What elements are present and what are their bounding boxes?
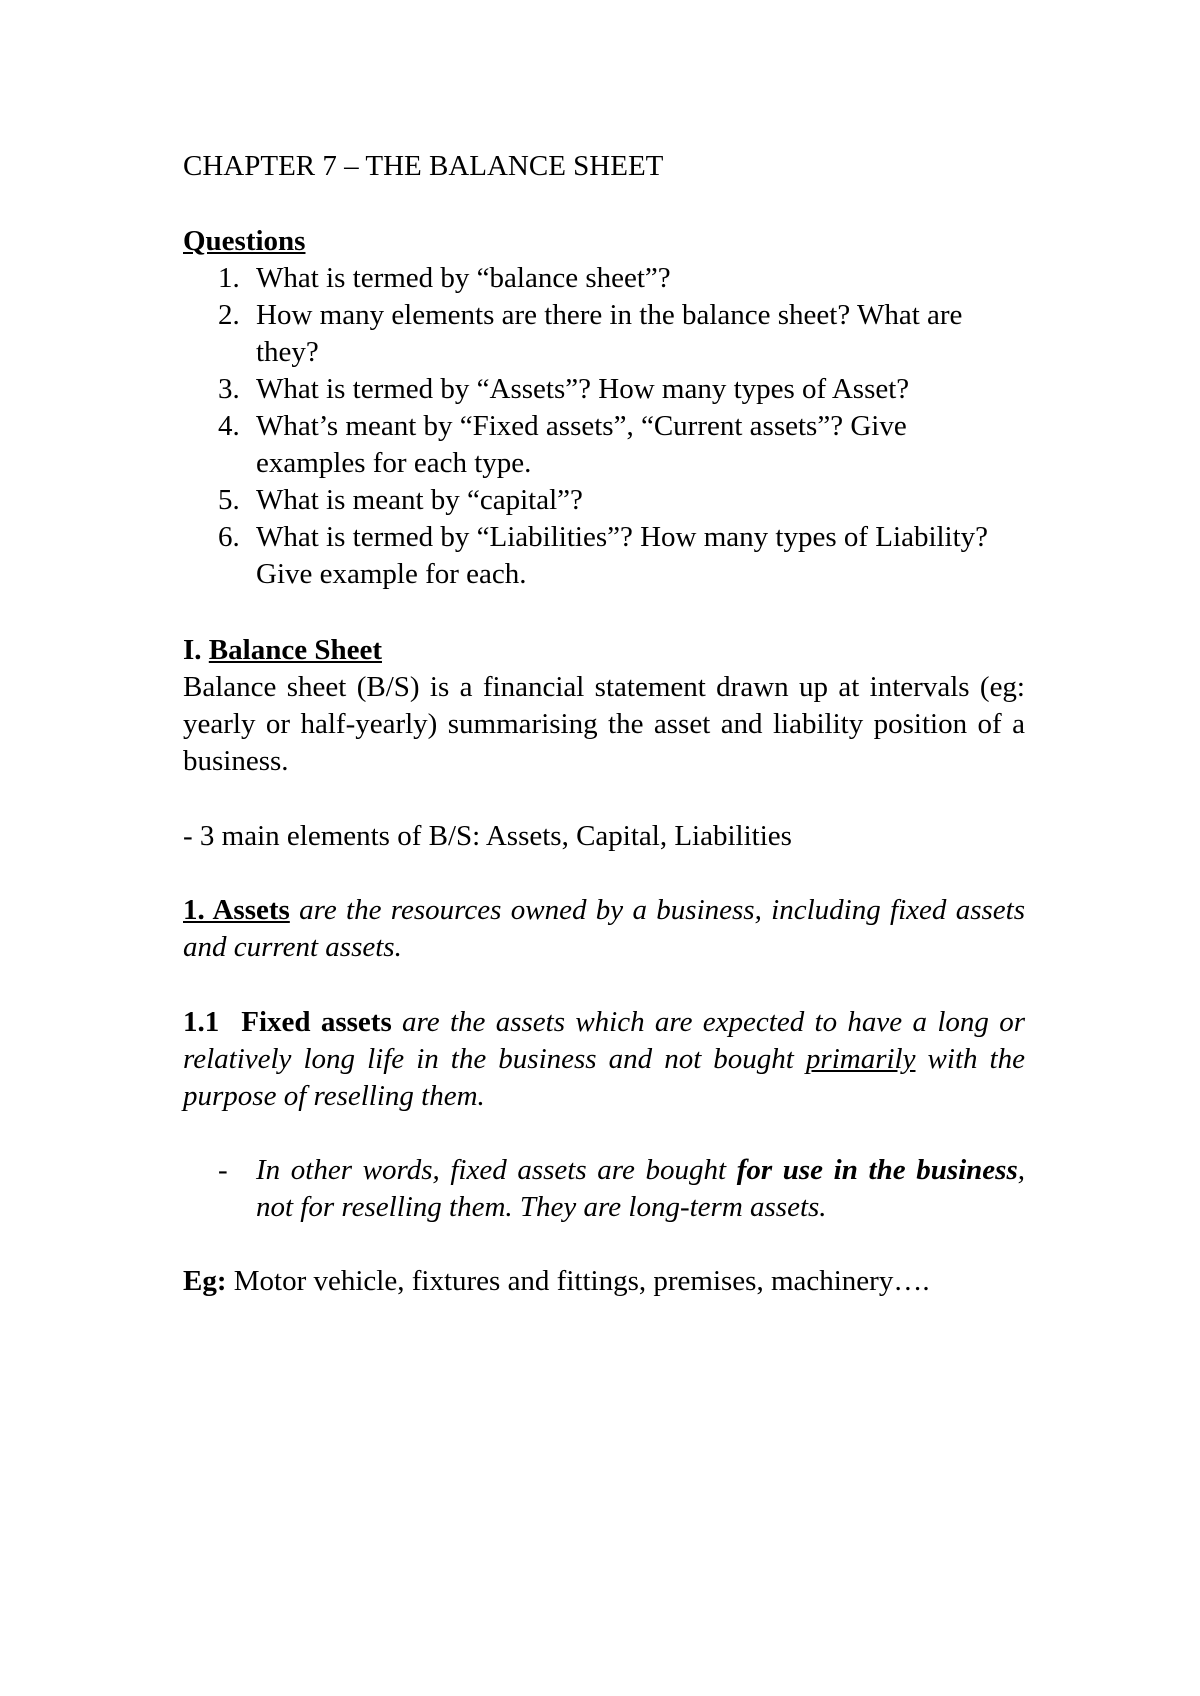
fixed-assets-text-1: are the assets which are expected to have a long or relatively long life in the business and not bought [183, 1006, 1025, 1075]
question-item [218, 408, 998, 482]
question-number: 1. [218, 262, 240, 294]
fixed-assets-text-2: with the purpose of reselling them. [183, 1043, 1025, 1112]
fixed-assets-heading: Fixed assets [241, 1006, 392, 1038]
example-line [183, 1263, 1025, 1300]
question-number: 5. [218, 484, 240, 516]
question-number: 3. [218, 373, 240, 405]
question-item [218, 297, 998, 371]
section-heading-text: Balance Sheet [208, 634, 382, 666]
section-prefix: I. [183, 634, 209, 666]
question-item [218, 482, 998, 519]
fixed-assets-number: 1.1 [183, 1006, 220, 1038]
in-other-words-part1: In other words, fixed assets are bought [256, 1154, 737, 1186]
question-number: 2. [218, 299, 240, 331]
in-other-words-bullet [218, 1152, 1025, 1226]
assets-heading: 1. Assets [183, 894, 290, 926]
example-text: Motor vehicle, fixtures and fittings, premises, machinery…. [226, 1265, 930, 1297]
question-text: What’s meant by “Fixed assets”, “Current assets”? Give examples for each type. [256, 410, 907, 479]
assets-definition-text: are the resources owned by a business, including fixed assets and current assets. [183, 894, 1025, 963]
question-text: How many elements are there in the balance sheet? What are they? [256, 299, 963, 368]
balance-sheet-section [183, 632, 1025, 780]
question-text: What is termed by “balance sheet”? [256, 262, 671, 294]
balance-sheet-definition: Balance sheet (B/S) is a financial statement drawn up at intervals (eg: yearly or half-yearly) summarising the asset and liability position of a business. [183, 671, 1025, 777]
section-heading [183, 632, 1025, 669]
question-text: What is meant by “capital”? [256, 484, 583, 516]
question-number: 6. [218, 521, 240, 553]
chapter-title: CHAPTER 7 – THE BALANCE SHEET [183, 150, 664, 182]
question-item [218, 519, 998, 593]
example-label: Eg: [183, 1265, 227, 1297]
question-number: 4. [218, 410, 240, 442]
in-other-words-text [218, 1152, 1025, 1226]
fixed-assets-definition [183, 1004, 1025, 1115]
question-item [218, 371, 998, 408]
in-other-words-part2: , not for reselling them. They are long-term assets. [256, 1154, 1025, 1223]
question-text: What is termed by “Liabilities”? How many types of Liability? Give example for each. [256, 521, 989, 590]
question-item [218, 260, 998, 297]
questions-heading: Questions [183, 225, 306, 257]
bullet-dash: - [218, 1154, 228, 1186]
assets-definition [183, 892, 1025, 966]
primarily-emphasis: primarily [805, 1043, 916, 1075]
for-use-emphasis: for use in the business [736, 1154, 1018, 1186]
question-text: What is termed by “Assets”? How many types of Asset? [256, 373, 910, 405]
main-elements-line: - 3 main elements of B/S: Assets, Capital, Liabilities [183, 820, 792, 852]
questions-list [218, 260, 998, 593]
